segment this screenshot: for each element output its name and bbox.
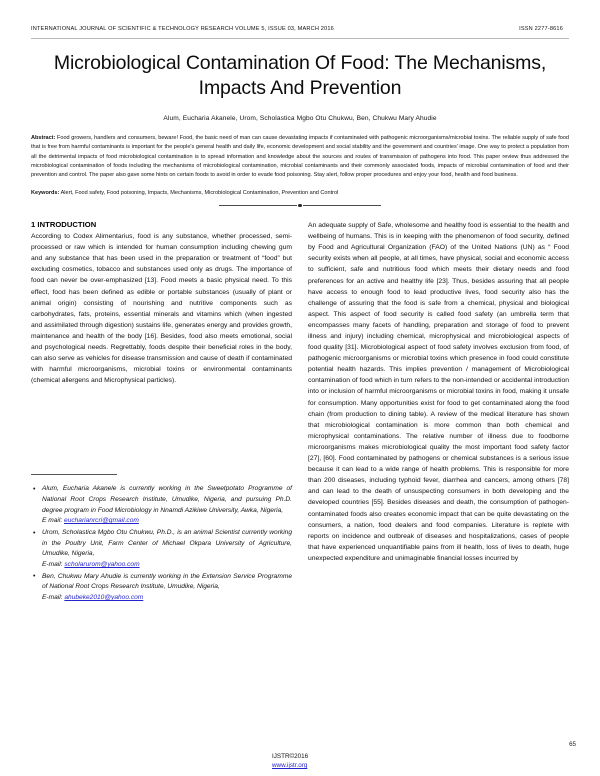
bio-text: Urom, Scholastica Mgbo Otu Chukwu, Ph.D., is an animal Scientist currently working in the Poultry Unit, Farm Center of Michael Okpara University of Agriculture, Umudike, Nigeria,: [42, 529, 292, 558]
email-label: E-mail:: [42, 594, 63, 602]
email-link[interactable]: ahubeke2010@yahoo.com: [64, 594, 144, 602]
email-link[interactable]: scholarurom@yahoo.com: [64, 561, 140, 569]
running-head-left: INTERNATIONAL JOURNAL OF SCIENTIFIC & TECHNOLOGY RESEARCH VOLUME 5, ISSUE 03, MARCH 2016: [31, 26, 334, 32]
email-link[interactable]: eucharianrcri@gmail.com: [64, 517, 139, 525]
footnote-rule: [31, 474, 117, 475]
author-list: Alum, Eucharia Akanele, Urom, Scholastica Mgbo Otu Chukwu, Ben, Chukwu Mary Ahudie: [163, 115, 437, 123]
page-title: Microbiological Contamination Of Food: The Mechanisms, Impacts And Prevention: [53, 51, 547, 100]
bio-text: Alum, Eucharia Akanele is currently working in the Sweetpotato Programme of National Root Crops Research Institute, Umudike, Nigeria, and pursuing Ph.D. degree program in Food Microbiology in Nnamdi Azikiwe University, Awka, Nigeria,: [42, 485, 292, 514]
bio-email-line: [42, 593, 292, 604]
abstract-block: [31, 134, 569, 180]
footer-copyright: IJSTR©2016: [272, 752, 309, 760]
abstract-text: Food growers, handlers and consumers, beware! Food, the basic need of man can cause devastating impacts if contaminated with pathogenic microorganisms/microbial toxins. The reliable supply of safe food that is free from harmful contaminants is important for the people's general health and daily life, economic development and social stability and the government and countries' image. One way to protect a population from all the detrimental impacts of food microbiological contamination is to spread information and knowledge about the sources and routes of transmission of pathogens into food. This paper review thus addressed the microbiological contamination of foods including the mechanisms of microbiological contamination, microbial contaminants and their commonly associated foods, impacts of microbial contamination of food and their prevention and control. The paper also gave some hints on certain foods to avoid in order to evade food poisoning. Stay alert, follow proper procedures and enjoy your food, health and food business.: [31, 135, 569, 178]
ornament-bar-right: [303, 205, 381, 206]
list-item: [31, 484, 292, 527]
header-rule: [31, 38, 569, 39]
keywords-label: Keywords:: [31, 190, 60, 197]
page-number: 65: [569, 741, 576, 748]
ornament-divider: [31, 202, 569, 209]
email-label: E mail:: [42, 517, 63, 525]
ornament-bar-left: [219, 205, 297, 206]
paragraph: An adequate supply of Safe, wholesome and healthy food is essential to the health and wellbeing of humans. This is in keeping with the phenomenon of food security, defined by Food and Agricultural Organization (FAO) of the United Nations (UN) as “ Food security exists when all people, at all times, have physical, social and economic access to sufficient, safe and nutritious food which meets their dietary needs and food preferences for an active and healthy life [23]. Thus, besides assuring that all people have access to enough food to lead productive lives, food security also has the challenge of assuring that the food is safe from a chemical, physical and biological aspect. This aspect of food security is called food safety (an umbrella term that encompasses many facets of handling, preparation and storage of food to prevent illness and injury) including chemical, microphysical and microbiological aspects of food quality [31]. Microbiological aspect of food safety involves exclusion from food, of pathogenic microorganisms or microbial toxins which presence in food could constitute potential health hazards. This implies prevention / management of Microbiological contamination of food which in turn refers to the non-intended or accidental introduction into or inclusion of harmful microorganisms or microbial toxins in food, making it unsafe for consumption. Many opportunities exist for food to get contaminated along the food chain (from production to dining table). A review of the medical literature has shown that microbiological contamination is more common than both chemical and microphysical contaminations. The relative number of illness due to foodborne microorganisms makes microbiological quality the most important food safety factor [27], [60]. Food contaminated by pathogens or chemical substances is a serious issue because it can lead to a wide range of health problems. This is responsible for more than 200 diseases, including typhoid fever, diarrhea and cancers, among others [78] and can lead to the death of unsuspecting consumers in both developing and the developed countries [55]. Besides diseases and death, the consumption of pathogen-contaminated foods also creates economic impact that can be quite devastating on the consumers, a nation, food dealers and food companies. Literature is replete with reports on incidence and outbreak of diseases and hospitalizations, cases of people that have experienced unquantifiable pains from ill health, loss of lives to death, huge unexpected expenditure and unimaginable financial losses incurred by: [308, 222, 569, 562]
footer-website-link[interactable]: www.ijstr.org: [272, 761, 308, 769]
paragraph: According to Codex Alimentarius, food is any substance, whether processed, semi-processed or raw which is intended for human consumption including chewing gum and any substance that has been used in the preparation or treatment of “food” but excluding cosmetics, tobacco and substances used only as drugs. The importance of food can never be over-emphasized [13]. Food meets a basic physical need. To this effect, food has been defined as edible or portable substances (usually of plant or animal origin) consisting of nourishing and nutritive components such as carbohydrates, fats, proteins, essential minerals and vitamins which (when ingested and assimilated through digestion) sustains life, generates energy and provides growth, maintenance and health of the body [16]. Besides, food also meets emotional, social and psychological needs. Regrettably, foods despite their beneficial roles in the body, can also serve as vehicles for disease transmission and cause of death if contaminated with harmful microorganisms, microbial toxins or environmental contaminants (chemical allergens and Microphysical particles).: [31, 233, 292, 385]
footer: [272, 752, 308, 770]
right-column: [308, 220, 569, 571]
list-item: [31, 572, 292, 604]
list-item: [31, 528, 292, 571]
email-label: E-mail:: [42, 561, 63, 569]
ornament-dot-icon: [298, 204, 302, 208]
left-column: [31, 220, 292, 605]
bio-email-line: [42, 516, 292, 527]
running-head: [31, 26, 569, 36]
keywords-block: [31, 189, 569, 198]
author-bio-list: [31, 484, 292, 603]
bio-text: Ben, Chukwu Mary Ahudie is currently working in the Extension Service Programme of National Root Crops Research Institute, Umudike, Nigeria,: [42, 572, 292, 591]
section-heading-introduction: 1 INTRODUCTION: [31, 220, 97, 230]
bio-email-line: [42, 560, 292, 571]
issn-label: ISSN 2277-8616: [519, 26, 563, 32]
keywords-text: Alert, Food safety, Food poisoning, Impacts, Mechanisms, Microbiological Contamination, Prevention and Control: [59, 190, 339, 197]
abstract-label: Abstract:: [31, 135, 56, 142]
body-columns: [31, 220, 569, 605]
